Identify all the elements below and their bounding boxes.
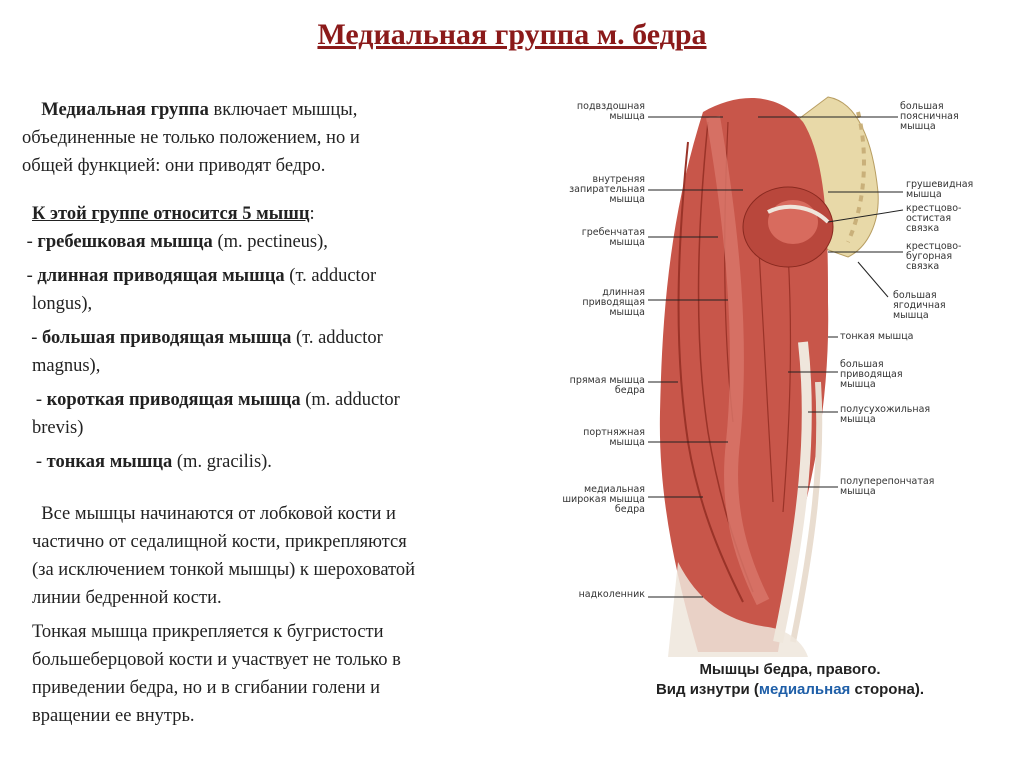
label-adductor-magnus: большая приводящая мышца bbox=[840, 359, 903, 390]
label-semitendinosus: полусухожильная мышца bbox=[840, 404, 931, 425]
caption-highlight: медиальная bbox=[758, 681, 851, 698]
page-title: Медиальная группа м. бедра bbox=[317, 18, 707, 51]
list-item-cont: magnus), bbox=[32, 356, 101, 376]
label-rectus-femoris: прямая мышца бедра bbox=[569, 375, 645, 396]
label-sacrospinous-ligament: крестцово- остистая связка bbox=[906, 203, 962, 234]
label-sacrotuberous-ligament: крестцово- бугорная связка bbox=[906, 241, 962, 272]
intro-bold: Медиальная группа bbox=[41, 100, 209, 120]
paragraph-origin: Все мышцы начинаются от лобковой кости и частично от седалищной кости, прикрепляются (за исключением тонкой мышцы) к шероховатой линии бедренной кости. bbox=[32, 504, 416, 608]
intro-line-1: Медиальная группа включает мышцы, bbox=[41, 100, 358, 120]
intro-line-2: объединенные не только положением, но и bbox=[22, 128, 360, 148]
list-item: - короткая приводящая мышца (m. adductor bbox=[35, 390, 400, 410]
list-item-cont: longus), bbox=[32, 294, 93, 314]
group-heading: К этой группе относится 5 мышц: bbox=[32, 204, 315, 224]
label-semimembranosus: полуперепончатая мышца bbox=[840, 476, 935, 497]
label-iliacus: подвздошная мышца bbox=[576, 101, 645, 122]
list-item: - тонкая мышца (m. gracilis). bbox=[35, 452, 272, 472]
figure-caption: Мышцы бедра, правого. Вид изнутри (медиальная сторона). bbox=[655, 661, 925, 698]
label-pectineus: гребенчатая мышца bbox=[581, 227, 645, 248]
paragraph-gracilis: Тонкая мышца прикрепляется к бугристости большеберцовой кости и участвует не только в приведении бедра, но и в сгибании голени и вращении ее внутрь. bbox=[32, 622, 401, 726]
label-vastus-medialis: медиальная широкая мышца бедра bbox=[562, 484, 645, 515]
label-gluteus-maximus: большая ягодичная мышца bbox=[893, 290, 946, 321]
label-obturator-internus: внутреняя запирательная мышца bbox=[569, 174, 645, 205]
list-item: - длинная приводящая мышца (т. adductor bbox=[26, 266, 377, 286]
label-piriformis: грушевидная мышца bbox=[906, 179, 974, 200]
label-patella: надколенник bbox=[578, 589, 645, 600]
intro-line-3: общей функцией: они приводят бедро. bbox=[22, 156, 326, 176]
label-adductor-longus: длинная приводящая мышца bbox=[582, 287, 645, 318]
muscle-list bbox=[22, 228, 512, 476]
label-sartorius: портняжная мышца bbox=[583, 427, 645, 448]
text-column bbox=[22, 96, 512, 730]
label-gracilis: тонкая мышца bbox=[840, 331, 914, 342]
list-item: - большая приводящая мышца (т. adductor bbox=[31, 328, 383, 348]
label-psoas-major: большая поясничная мышца bbox=[900, 101, 959, 132]
list-item-cont: brevis) bbox=[32, 418, 84, 438]
list-item: - гребешковая мышца (m. pectineus), bbox=[26, 232, 328, 252]
